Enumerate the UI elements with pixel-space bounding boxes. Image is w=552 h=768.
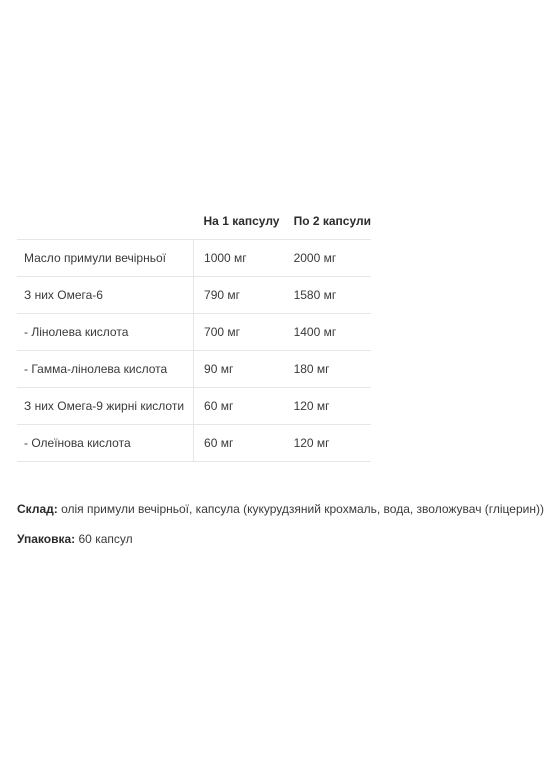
packaging-text: 60 капсул bbox=[75, 532, 133, 546]
table-header-row bbox=[17, 203, 371, 240]
table-row bbox=[17, 351, 371, 388]
ingredient-name: Масло примули вечірньої bbox=[17, 240, 194, 277]
table-row bbox=[17, 425, 371, 462]
packaging-line bbox=[17, 531, 133, 547]
amount-2-capsules: 1580 мг bbox=[284, 277, 371, 314]
ingredient-name: - Лінолева кислота bbox=[17, 314, 194, 351]
table-row bbox=[17, 314, 371, 351]
amount-1-capsule: 790 мг bbox=[194, 277, 284, 314]
header-cell-name bbox=[17, 203, 194, 240]
amount-1-capsule: 1000 мг bbox=[194, 240, 284, 277]
amount-2-capsules: 120 мг bbox=[284, 425, 371, 462]
amount-1-capsule: 60 мг bbox=[194, 425, 284, 462]
amount-1-capsule: 60 мг bbox=[194, 388, 284, 425]
ingredient-name: З них Омега-6 bbox=[17, 277, 194, 314]
ingredient-name: З них Омега-9 жирні кислоти bbox=[17, 388, 194, 425]
composition-text: олія примули вечірньої, капсула (кукурудзяний крохмаль, вода, зволожувач (гліцерин)) bbox=[57, 502, 544, 516]
composition-label: Склад: bbox=[17, 502, 58, 516]
ingredient-name: - Гамма-лінолева кислота bbox=[17, 351, 194, 388]
amount-2-capsules: 2000 мг bbox=[284, 240, 371, 277]
amount-2-capsules: 120 мг bbox=[284, 388, 371, 425]
amount-1-capsule: 90 мг bbox=[194, 351, 284, 388]
amount-2-capsules: 180 мг bbox=[284, 351, 371, 388]
ingredient-name: - Олеїнова кислота bbox=[17, 425, 194, 462]
header-per-1-capsule: На 1 капсулу bbox=[194, 203, 284, 240]
header-per-2-capsules: По 2 капсули bbox=[284, 203, 371, 240]
composition-line bbox=[17, 501, 544, 517]
table-row bbox=[17, 277, 371, 314]
amount-1-capsule: 700 мг bbox=[194, 314, 284, 351]
nutrition-table bbox=[17, 203, 371, 462]
packaging-label: Упаковка: bbox=[17, 532, 76, 546]
table-row bbox=[17, 388, 371, 425]
table-row bbox=[17, 240, 371, 277]
amount-2-capsules: 1400 мг bbox=[284, 314, 371, 351]
